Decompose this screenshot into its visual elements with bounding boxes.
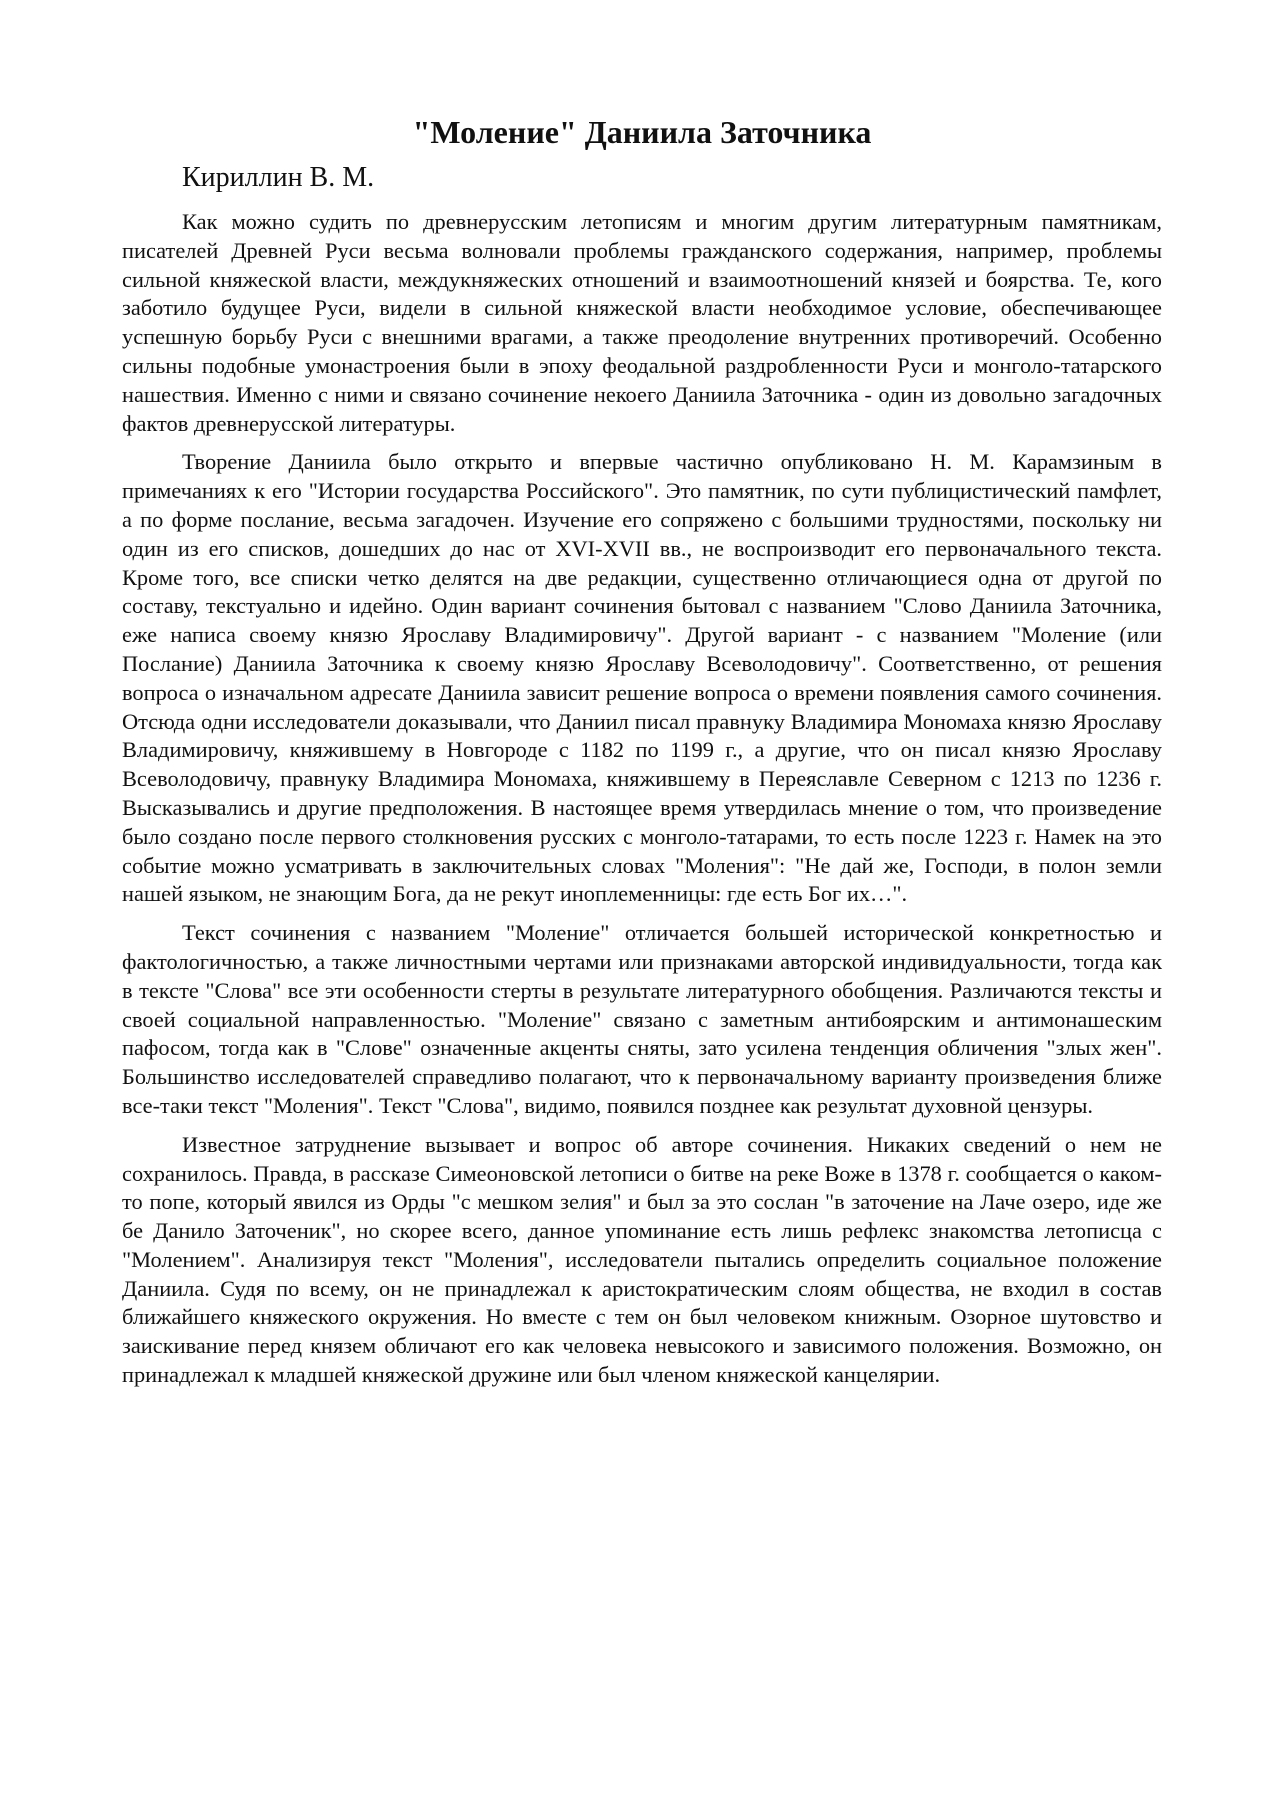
paragraph: Как можно судить по древнерусским летописям и многим другим литературным памятникам, писателей Древней Руси весьма волновали проблемы гражданского содержания, например, проблемы сильной княжеской власти, междукняжеских отношений и взаимоотношений князей и боярства. Те, кого заботило будущее Руси, видели в сильной княжеской власти необходимое условие, обеспечивающее успешную борьбу Руси с внешними врагами, а также преодоление внутренних противоречий. Особенно сильны подобные умонастроения были в эпоху феодальной раздробленности Руси и монголо-татарского нашествия. Именно с ними и связано сочинение некоего Даниила Заточника - один из довольно загадочных фактов древнерусской литературы. bbox=[122, 209, 1162, 436]
document-page bbox=[122, 108, 1162, 1400]
document-title: "Моление" Даниила Заточника bbox=[412, 114, 872, 150]
paragraph: Известное затруднение вызывает и вопрос об авторе сочинения. Никаких сведений о нем не сохранилось. Правда, в рассказе Симеоновской летописи о битве на реке Воже в 1378 г. сообщается о каком-то попе, который явился из Орды "с мешком зелия" и был за это сослан "в заточение на Лаче озеро, иде же бе Данило Заточеник", но скорее всего, данное упоминание есть лишь рефлекс знакомства летописца с "Молением". Анализируя текст "Моления", исследователи пытались определить социальное положение Даниила. Судя по всему, он не принадлежал к аристократическим слоям общества, не входил в состав ближайшего княжеского окружения. Но вместе с тем он был человеком книжным. Озорное шутовство и заискивание перед князем обличают его как человека невысокого и зависимого положения. Возможно, он принадлежал к младшей княжеской дружине или был членом княжеской канцелярии. bbox=[122, 1131, 1162, 1388]
paragraph: Творение Даниила было открыто и впервые частично опубликовано Н. М. Карамзиным в примечаниях к его "Истории государства Российского". Это памятник, по сути публицистический памфлет, а по форме послание, весьма загадочен. Изучение его сопряжено с большими трудностями, поскольку ни один из его списков, дошедших до нас от XVI-XVII вв., не воспроизводит его первоначального текста. Кроме того, все списки четко делятся на две редакции, существенно отличающиеся одна от другой по составу, текстуально и идейно. Один вариант сочинения бытовал с названием "Слово Даниила Заточника, еже написа своему князю Ярославу Владимировичу". Другой вариант - с названием "Моление (или Послание) Даниила Заточника к своему князю Ярославу Всеволодовичу". Соответственно, от решения вопроса о изначальном адресате Даниила зависит решение вопроса о времени появления самого сочинения. Отсюда одни исследователи доказывали, что Даниил писал правнуку Владимира Мономаха князю Ярославу Владимировичу, княжившему в Новгороде с 1182 по 1199 г., а другие, что он писал князю Ярославу Всеволодовичу, правнуку Владимира Мономаха, княжившему в Переяславле Северном с 1213 по 1236 г. Высказывались и другие предположения. В настоящее время утвердилась мнение о том, что произведение было создано после первого столкновения русских с монголо-татарами, то есть после 1223 г. Намек на это событие можно усматривать в заключительных словах "Моления": "Не дай же, Господи, в полон земли нашей языком, не знающим Бога, да не рекут иноплеменницы: где есть Бог их…". bbox=[122, 449, 1162, 907]
author-name: Кириллин В. М. bbox=[182, 162, 375, 193]
paragraph: Текст сочинения с названием "Моление" отличается большей исторической конкретностью и фактологичностью, а также личностными чертами или признаками авторской индивидуальности, тогда как в тексте "Слова" все эти особенности стерты в результате литературного обобщения. Различаются тексты и своей социальной направленностью. "Моление" связано с заметным антибоярским и антимонашеским пафосом, тогда как в "Слове" означенные акценты сняты, зато усилена тенденция обличения "злых жен". Большинство исследователей справедливо полагают, что к первоначальному варианту произведения ближе все-таки текст "Моления". Текст "Слова", видимо, появился позднее как результат духовной цензуры. bbox=[122, 920, 1162, 1118]
